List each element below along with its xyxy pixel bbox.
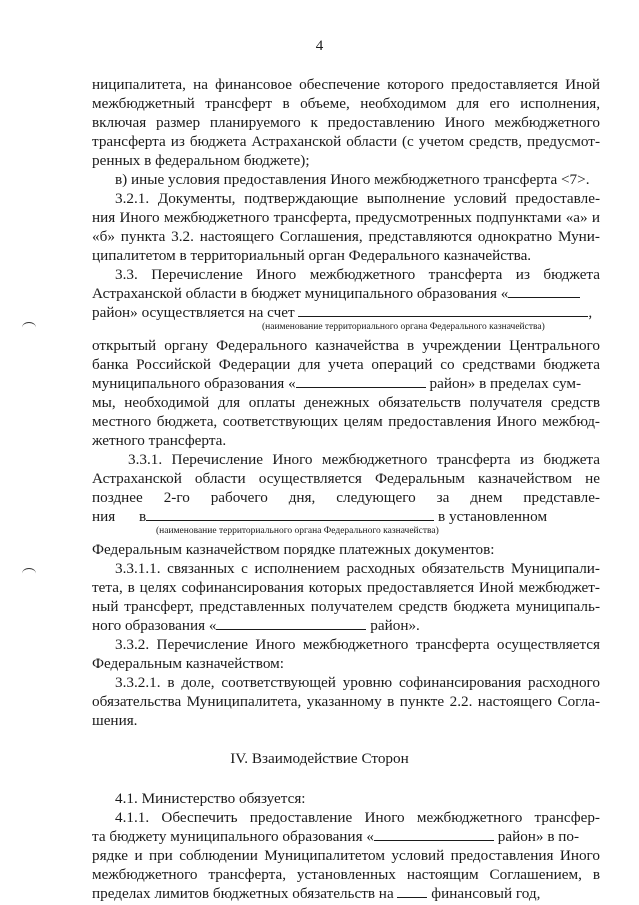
text-line: позднее 2-го рабочего дня, следующего за днем представле- — [92, 489, 600, 506]
text-fragment: район» в пределах сум- — [429, 375, 582, 392]
text-line: Федеральным казначейством порядке платежных документов: — [92, 541, 495, 558]
text-line: 3.3.2. Перечисление Иного межбюджетного трансферта осуществляется — [115, 636, 600, 653]
text-line: тета, в целях софинансирования которых предоставляется Иной межбюджет- — [92, 579, 600, 596]
text-fragment: пределах лимитов бюджетных обязательств на — [92, 885, 394, 902]
text-line — [92, 304, 600, 322]
text-fragment: муниципального образования « — [92, 375, 296, 392]
text-line: 3.3. Перечисление Иного межбюджетного трансферта из бюджета — [115, 266, 600, 283]
text-line: межбюджетного трансферта, установленных настоящим Соглашением, в — [92, 866, 600, 883]
text-line: ный трансферт, представленных получателем средств бюджета муниципаль- — [92, 598, 600, 615]
fill-blank — [146, 508, 434, 521]
caption-note: (наименование территориального органа Федерального казначейства) — [262, 322, 545, 332]
text-line: мы, необходимой для оплаты денежных обязательств получателя средств — [92, 394, 600, 411]
text-line — [92, 375, 600, 393]
text-line: «б» пункта 3.2. настоящего Соглашения, представляются однократно Муни- — [92, 228, 600, 245]
text-fragment: район». — [370, 617, 420, 634]
text-line — [92, 617, 600, 635]
text-fragment: район» осуществляется на счет — [92, 304, 295, 321]
text-line: 4.1.1. Обеспечить предоставление Иного межбюджетного трансфер- — [115, 809, 600, 826]
text-fragment: в установленном — [438, 508, 548, 525]
text-fragment: район» в по- — [497, 828, 580, 845]
fill-blank — [298, 304, 588, 317]
punch-hole-mark — [22, 568, 36, 579]
text-line: шения. — [92, 712, 138, 729]
text-line: жетного трансферта. — [92, 432, 227, 449]
text-line: банка Российской Федерации для учета операций со средствами бюджета — [92, 356, 600, 373]
text-line: 3.2.1. Документы, подтверждающие выполнение условий предоставле- — [115, 190, 600, 207]
text-fragment: ния — [92, 508, 116, 525]
section-heading: IV. Взаимодействие Сторон — [230, 750, 409, 767]
text-line: 3.3.1. Перечисление Иного межбюджетного трансферта из бюджета — [128, 451, 600, 468]
page-number: 4 — [315, 38, 324, 54]
text-line: Астраханской области осуществляется Федеральным казначейством не — [92, 470, 600, 487]
text-fragment: в — [139, 508, 147, 525]
text-line: межбюджетный трансферт в объеме, необходимом для его исполнения, — [92, 95, 600, 112]
fill-blank — [397, 885, 427, 898]
fill-blank — [216, 617, 366, 630]
text-line: включая размер планируемого к предоставлению Иного межбюджетного — [92, 114, 600, 131]
text-line — [92, 885, 600, 903]
text-line: рядке и при соблюдении Муниципалитетом условий предоставления Иного — [92, 847, 600, 864]
text-line: 3.3.1.1. связанных с исполнением расходных обязательств Муниципали- — [115, 560, 600, 577]
text-line: ципалитетом в территориальный орган Федерального казначейства. — [92, 247, 532, 264]
text-line: 4.1. Министерство обязуется: — [115, 790, 306, 807]
text-line — [92, 285, 600, 303]
text-fragment: та бюджету муниципального образования « — [92, 828, 374, 845]
text-fragment: Астраханской области в бюджет муниципального образования « — [92, 285, 509, 302]
text-line: 3.3.2.1. в доле, соответствующей уровню софинансирования расходного — [115, 674, 600, 691]
caption-note: (наименование территориального органа Федерального казначейства) — [156, 526, 439, 536]
text-line: обязательства Муниципалитета, указанному в пункте 2.2. настоящего Согла- — [92, 693, 600, 710]
text-line: в) иные условия предоставления Иного межбюджетного трансферта <7>. — [115, 171, 590, 188]
text-fragment: ного образования « — [92, 617, 217, 634]
text-fragment: , — [588, 304, 593, 321]
fill-blank — [508, 285, 580, 298]
text-fragment: финансовый год, — [431, 885, 541, 902]
text-line: открытый органу Федерального казначейства в учреждении Центрального — [92, 337, 600, 354]
punch-hole-mark — [22, 322, 36, 333]
text-line — [92, 828, 600, 846]
text-line — [92, 508, 600, 526]
text-line: местного бюджета, соответствующих целям предоставления Иного межбюд- — [92, 413, 600, 430]
fill-blank — [374, 828, 494, 841]
text-line: ренных в федеральном бюджете); — [92, 152, 310, 169]
text-line: ниципалитета, на финансовое обеспечение которого предоставляется Иной — [92, 76, 600, 93]
text-line: трансферта из бюджета Астраханской области (с учетом средств, предусмот- — [92, 133, 600, 150]
text-line: ния Иного межбюджетного трансферта, предусмотренных подпунктами «а» и — [92, 209, 600, 226]
fill-blank — [296, 375, 426, 388]
text-line: Федеральным казначейством: — [92, 655, 284, 672]
